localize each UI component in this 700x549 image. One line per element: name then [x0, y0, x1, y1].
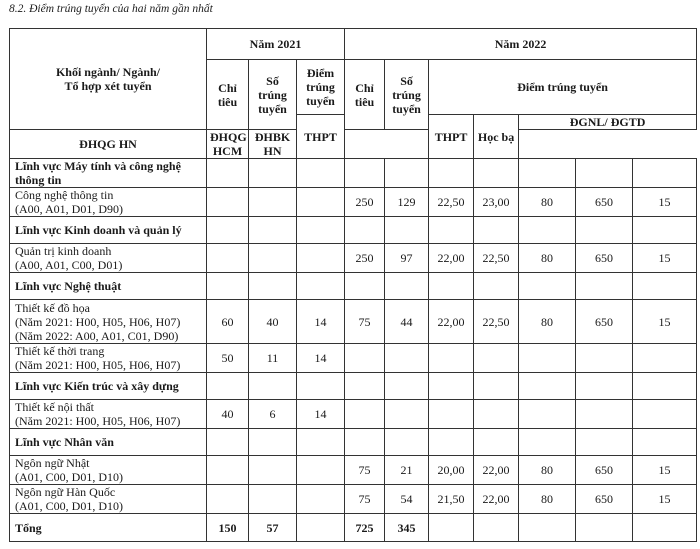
- dhqg-hcm-cell: 650: [576, 485, 633, 514]
- dhqg-hn-cell: [519, 400, 576, 429]
- empty-cell: [576, 429, 633, 456]
- dhqg-hn-cell: 80: [519, 485, 576, 514]
- empty-cell: [207, 373, 249, 400]
- empty-cell: [519, 159, 576, 188]
- admitted-2021-cell: 11: [249, 344, 297, 373]
- dhqg-hcm-cell: 650: [576, 300, 633, 344]
- empty-cell: [519, 273, 576, 300]
- hocba-2022-cell: [474, 344, 519, 373]
- admitted-2021-cell: [249, 188, 297, 217]
- empty-cell: [474, 159, 519, 188]
- admitted-2022-cell: 21: [385, 456, 429, 485]
- section-row: [10, 429, 697, 456]
- dhqg-hcm-cell: 650: [576, 456, 633, 485]
- thpt-2022-cell: 22,00: [429, 300, 474, 344]
- hocba-2022-cell: 22,50: [474, 244, 519, 273]
- empty-cell: [429, 273, 474, 300]
- admitted-2021-header: Số trúng tuyển: [249, 60, 297, 130]
- empty-cell: [249, 373, 297, 400]
- dhbk-hn-header: ĐHBK HN: [249, 130, 297, 159]
- empty-cell: [345, 217, 385, 244]
- admitted-2022-cell: 54: [385, 485, 429, 514]
- dgnl-header: ĐGNL/ ĐGTD: [519, 115, 697, 130]
- program-name: Ngôn ngữ Nhật (A01, C00, D01, D10): [10, 456, 207, 485]
- empty-cell: [207, 273, 249, 300]
- table-row: [10, 344, 697, 373]
- year-2021-header: Năm 2021: [207, 29, 345, 60]
- dhbk-hn-cell: 15: [633, 485, 697, 514]
- hocba-2022-cell: 22,00: [474, 456, 519, 485]
- table-row: [10, 244, 697, 273]
- empty-cell: [297, 217, 345, 244]
- score-2022-header: Điểm trúng tuyển: [429, 60, 697, 115]
- section-title: Lĩnh vực Kinh doanh và quản lý: [10, 217, 207, 244]
- empty-cell: [576, 373, 633, 400]
- quota-2022-cell: 75: [345, 485, 385, 514]
- admitted-2021-cell: 6: [249, 400, 297, 429]
- total-score-2021: [297, 514, 345, 542]
- dhbk-hn-cell: 15: [633, 300, 697, 344]
- admitted-2022-header: Số trúng tuyển: [385, 60, 429, 130]
- dhqg-hcm-cell: 650: [576, 244, 633, 273]
- thpt-2021-cell: [297, 485, 345, 514]
- dhqg-hn-header: ĐHQG HN: [10, 130, 207, 159]
- quota-2021-cell: [207, 485, 249, 514]
- empty-cell: [345, 429, 385, 456]
- quota-2022-cell: 75: [345, 300, 385, 344]
- program-name: Công nghệ thông tin (A00, A01, D01, D90): [10, 188, 207, 217]
- admitted-2022-cell: [385, 400, 429, 429]
- quota-2022-header: Chỉ tiêu: [345, 60, 385, 130]
- thpt-2021-cell: [297, 456, 345, 485]
- empty-cell: [297, 159, 345, 188]
- admitted-2022-cell: [385, 344, 429, 373]
- total-empty-dhqghn: [519, 514, 576, 542]
- admission-score-table: [9, 28, 697, 542]
- thpt-2022-cell: [429, 400, 474, 429]
- thpt-2022-cell: 20,00: [429, 456, 474, 485]
- dhqg-hcm-cell: 650: [576, 188, 633, 217]
- total-empty-hocba: [474, 514, 519, 542]
- thpt-2021-cell: 14: [297, 400, 345, 429]
- dhbk-hn-cell: 15: [633, 456, 697, 485]
- quota-2021-header: Chỉ tiêu: [207, 60, 249, 130]
- empty-cell: [576, 159, 633, 188]
- dhqg-hn-cell: 80: [519, 188, 576, 217]
- empty-cell: [207, 217, 249, 244]
- thpt-2022-header: THPT: [429, 115, 474, 159]
- hocba-2022-cell: 22,50: [474, 300, 519, 344]
- empty-cell: [474, 373, 519, 400]
- dhqg-hcm-cell: [576, 344, 633, 373]
- empty-cell: [345, 273, 385, 300]
- thpt-2021-cell: 14: [297, 344, 345, 373]
- quota-2021-cell: 50: [207, 344, 249, 373]
- hocba-2022-header: Học bạ: [474, 115, 519, 159]
- quota-2022-cell: 250: [345, 188, 385, 217]
- dhqg-hn-cell: 80: [519, 244, 576, 273]
- quota-2022-cell: [345, 344, 385, 373]
- total-admitted-2021: 57: [249, 514, 297, 542]
- empty-cell: [385, 159, 429, 188]
- empty-cell: [297, 273, 345, 300]
- section-title: Lĩnh vực Nghệ thuật: [10, 273, 207, 300]
- quota-2021-cell: 40: [207, 400, 249, 429]
- section-row: [10, 373, 697, 400]
- empty-cell: [385, 273, 429, 300]
- empty-cell: [207, 159, 249, 188]
- dhbk-hn-cell: 15: [633, 244, 697, 273]
- table-row: [10, 300, 697, 344]
- empty-cell: [429, 373, 474, 400]
- hocba-2022-cell: [474, 400, 519, 429]
- thpt-2022-cell: 21,50: [429, 485, 474, 514]
- section-title: Lĩnh vực Máy tính và công nghệ thông tin: [10, 159, 207, 188]
- quota-2022-cell: 250: [345, 244, 385, 273]
- empty-cell: [633, 273, 697, 300]
- quota-2022-cell: [345, 400, 385, 429]
- empty-cell: [474, 273, 519, 300]
- total-empty-dhbk: [633, 514, 697, 542]
- dhbk-hn-cell: [633, 400, 697, 429]
- total-admitted-2022: 345: [385, 514, 429, 542]
- quota-2021-cell: 60: [207, 300, 249, 344]
- total-empty-dhqghcm: [576, 514, 633, 542]
- empty-cell: [385, 373, 429, 400]
- year-2022-header: Năm 2022: [345, 29, 697, 60]
- table-row: [10, 188, 697, 217]
- admitted-2022-cell: 129: [385, 188, 429, 217]
- quota-2022-cell: 75: [345, 456, 385, 485]
- total-label: Tổng: [10, 514, 207, 542]
- dhqg-hn-cell: 80: [519, 300, 576, 344]
- admitted-2021-cell: [249, 244, 297, 273]
- empty-cell: [345, 159, 385, 188]
- thpt-2022-cell: 22,50: [429, 188, 474, 217]
- empty-cell: [297, 429, 345, 456]
- program-name: Thiết kế nội thất (Năm 2021: H00, H05, H06, H07): [10, 400, 207, 429]
- empty-cell: [519, 373, 576, 400]
- empty-cell: [249, 429, 297, 456]
- thpt-2022-cell: [429, 344, 474, 373]
- section-row: [10, 217, 697, 244]
- empty-cell: [519, 217, 576, 244]
- quota-2021-cell: [207, 244, 249, 273]
- empty-cell: [345, 373, 385, 400]
- empty-cell: [385, 217, 429, 244]
- empty-cell: [429, 159, 474, 188]
- program-name: Thiết kế thời trang (Năm 2021: H00, H05, H06, H07): [10, 344, 207, 373]
- total-quota-2022: 725: [345, 514, 385, 542]
- total-row: [10, 514, 697, 542]
- empty-cell: [576, 217, 633, 244]
- admitted-2022-cell: 44: [385, 300, 429, 344]
- dhqg-hn-cell: [519, 344, 576, 373]
- empty-cell: [429, 429, 474, 456]
- empty-cell: [474, 429, 519, 456]
- empty-cell: [249, 159, 297, 188]
- empty-cell: [429, 217, 474, 244]
- dhbk-hn-cell: 15: [633, 188, 697, 217]
- empty-cell: [576, 273, 633, 300]
- quota-2021-cell: [207, 456, 249, 485]
- dhqg-hn-cell: 80: [519, 456, 576, 485]
- admitted-2022-cell: 97: [385, 244, 429, 273]
- empty-cell: [633, 159, 697, 188]
- section-title: Lĩnh vực Nhân văn: [10, 429, 207, 456]
- empty-cell: [297, 373, 345, 400]
- empty-cell: [519, 429, 576, 456]
- dhbk-hn-cell: [633, 344, 697, 373]
- section-row: [10, 159, 697, 188]
- dhqg-hcm-header: ĐHQG HCM: [207, 130, 249, 159]
- section-title: Lĩnh vực Kiến trúc và xây dựng: [10, 373, 207, 400]
- hocba-2022-cell: 22,00: [474, 485, 519, 514]
- thpt-2021-header: THPT: [297, 115, 345, 159]
- program-name: Thiết kế đồ họa (Năm 2021: H00, H05, H06, H07) (Năm 2022: A00, A01, C01, D90): [10, 300, 207, 344]
- quota-2021-cell: [207, 188, 249, 217]
- total-empty-thpt: [429, 514, 474, 542]
- dhqg-hcm-cell: [576, 400, 633, 429]
- admitted-2021-cell: [249, 485, 297, 514]
- total-quota-2021: 150: [207, 514, 249, 542]
- empty-cell: [207, 429, 249, 456]
- table-row: [10, 400, 697, 429]
- hocba-2022-cell: 23,00: [474, 188, 519, 217]
- empty-cell: [474, 217, 519, 244]
- table-row: [10, 485, 697, 514]
- thpt-2021-cell: 14: [297, 300, 345, 344]
- program-name: Ngôn ngữ Hàn Quốc (A01, C00, D01, D10): [10, 485, 207, 514]
- empty-cell: [633, 429, 697, 456]
- section-row: [10, 273, 697, 300]
- thpt-2021-cell: [297, 244, 345, 273]
- admitted-2021-cell: 40: [249, 300, 297, 344]
- thpt-2021-cell: [297, 188, 345, 217]
- empty-cell: [249, 273, 297, 300]
- admitted-2021-cell: [249, 456, 297, 485]
- empty-cell: [633, 373, 697, 400]
- thpt-2022-cell: 22,00: [429, 244, 474, 273]
- empty-cell: [385, 429, 429, 456]
- program-header: Khối ngành/ Ngành/ Tổ hợp xét tuyển: [10, 29, 207, 130]
- empty-cell: [249, 217, 297, 244]
- program-name: Quản trị kinh doanh (A00, A01, C00, D01): [10, 244, 207, 273]
- table-caption: 8.2. Điểm trúng tuyển của hai năm gần nhất: [9, 3, 213, 15]
- score-2021-header: Điểm trúng tuyển: [297, 60, 345, 115]
- table-row: [10, 456, 697, 485]
- empty-cell: [633, 217, 697, 244]
